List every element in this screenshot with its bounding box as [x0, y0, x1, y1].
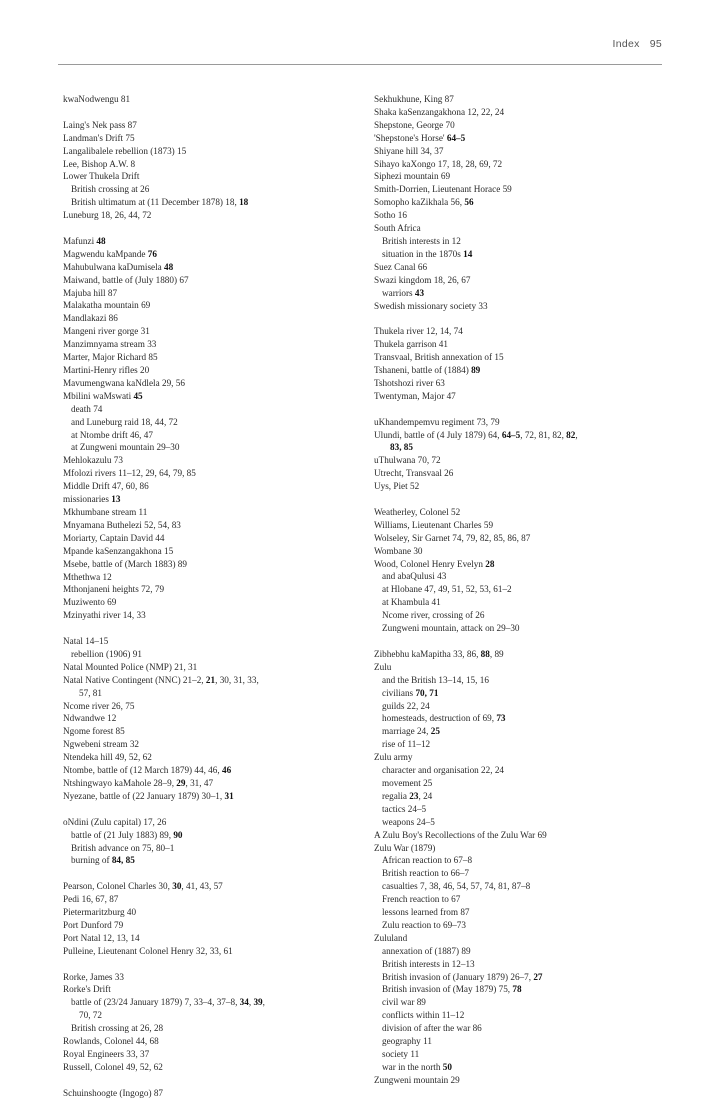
index-entry: A Zulu Boy's Recollections of the Zulu War 69	[374, 829, 547, 840]
index-entry: Ulundi, battle of (4 July 1879) 64, 64–5, 72, 81, 82, 82,	[374, 429, 578, 440]
index-subentry: warriors 43	[382, 287, 425, 298]
index-entry: Ncome river 26, 75	[63, 700, 135, 711]
index-entry: Tshaneni, battle of (1884) 89	[374, 365, 481, 376]
index-entry: oNdini (Zulu capital) 17, 26	[63, 816, 167, 827]
index-entry: Rowlands, Colonel 44, 68	[63, 1036, 159, 1047]
index-entry: Utrecht, Transvaal 26	[374, 468, 454, 479]
entry-gap	[63, 958, 363, 971]
index-entry: Msebe, battle of (March 1883) 89	[63, 558, 187, 569]
index-subentry: British advance on 75, 80–1	[71, 842, 175, 853]
index-entry: Russell, Colonel 49, 52, 62	[63, 1061, 163, 1072]
index-subentry: battle of (23/24 January 1879) 7, 33–4, 37–8, 34, 39,	[71, 997, 265, 1008]
index-subentry: at Khambula 41	[382, 597, 441, 608]
index-subentry: division of after the war 86	[382, 1023, 482, 1034]
index-subentry: homesteads, destruction of 69, 73	[382, 713, 506, 724]
index-entry: Rorke's Drift	[63, 984, 111, 995]
index-subentry: conflicts within 11–12	[382, 1010, 465, 1021]
index-entry: Mahubulwana kaDumisela 48	[63, 261, 174, 272]
index-entry: Lower Thukela Drift	[63, 171, 140, 182]
index-subentry: British interests in 12–13	[382, 958, 475, 969]
index-entry: Ntombe, battle of (12 March 1879) 44, 46, 46	[63, 765, 232, 776]
index-entry: Sihayo kaXongo 17, 18, 28, 69, 72	[374, 158, 503, 169]
index-subentry: Zungweni mountain, attack on 29–30	[382, 623, 520, 634]
index-entry: Nyezane, battle of (22 January 1879) 30–1, 31	[63, 790, 234, 801]
index-subentry: weapons 24–5	[382, 816, 435, 827]
index-entry: Sekhukhune, King 87	[374, 94, 454, 104]
entry-gap	[374, 635, 674, 648]
index-subentry: geography 11	[382, 1036, 432, 1047]
index-entry: Transvaal, British annexation of 15	[374, 352, 504, 363]
index-column-right	[374, 93, 674, 1087]
header-rule	[58, 64, 662, 65]
section-title: Index	[612, 38, 640, 50]
index-entry: Landman's Drift 75	[63, 132, 135, 143]
running-header	[603, 38, 662, 50]
index-subentry: character and organisation 22, 24	[382, 765, 505, 776]
index-subentry: and Luneburg raid 18, 44, 72	[71, 416, 178, 427]
index-entry: Swazi kingdom 18, 26, 67	[374, 274, 471, 285]
index-entry: Natal Native Contingent (NNC) 21–2, 21, 30, 31, 33,	[63, 674, 259, 685]
index-subentry: British crossing at 26	[71, 184, 150, 195]
index-subentry: regalia 23, 24	[382, 790, 433, 801]
index-entry: Wombane 30	[374, 545, 423, 556]
index-subentry: casualties 7, 38, 46, 54, 57, 74, 81, 87–8	[382, 881, 531, 892]
index-entry: Magwendu kaMpande 76	[63, 248, 157, 259]
index-subentry: French reaction to 67	[382, 894, 461, 905]
index-entry: Luneburg 18, 26, 44, 72	[63, 210, 152, 221]
index-entry: Schuinshoogte (Ingogo) 87	[63, 1087, 164, 1098]
index-subentry: tactics 24–5	[382, 803, 427, 814]
index-subentry: rebellion (1906) 91	[71, 648, 142, 659]
index-subentry: 83, 85	[390, 442, 413, 453]
index-entry: Mavumengwana kaNdlela 29, 56	[63, 377, 185, 388]
index-subentry: at Ntombe drift 46, 47	[71, 429, 153, 440]
index-entry: Smith-Dorrien, Lieutenant Horace 59	[374, 184, 512, 195]
entry-gap	[374, 312, 674, 325]
index-entry: uThulwana 70, 72	[374, 455, 441, 466]
index-entry: Rorke, James 33	[63, 971, 124, 982]
entry-gap	[63, 1074, 363, 1087]
index-subentry: Ncome river, crossing of 26	[382, 610, 485, 621]
index-subentry: annexation of (1887) 89	[382, 945, 471, 956]
index-entry: Thukela garrison 41	[374, 339, 448, 350]
index-subentry: marriage 24, 25	[382, 726, 440, 737]
entry-gap	[63, 803, 363, 816]
index-entry: Laing's Nek pass 87	[63, 119, 137, 130]
index-entry: South Africa	[374, 223, 421, 234]
index-subentry: 57, 81	[79, 687, 102, 698]
index-entry: Ntshingwayo kaMahole 28–9, 29, 31, 47	[63, 777, 214, 788]
index-subentry: and the British 13–14, 15, 16	[382, 674, 489, 685]
page-number: 95	[649, 38, 662, 50]
index-entry: Ngwebeni stream 32	[63, 739, 140, 750]
index-entry: missionaries 13	[63, 494, 121, 505]
index-entry: Mpande kaSenzangakhona 15	[63, 545, 174, 556]
index-subentry: society 11	[382, 1049, 420, 1059]
index-subentry: African reaction to 67–8	[382, 855, 473, 866]
index-entry: Ndwandwe 12	[63, 713, 117, 724]
index-subentry: guilds 22, 24	[382, 700, 430, 711]
entry-gap	[63, 867, 363, 880]
index-entry: Ntendeka hill 49, 52, 62	[63, 752, 152, 763]
index-entry: Williams, Lieutenant Charles 59	[374, 519, 494, 530]
index-entry: Muziwento 69	[63, 597, 117, 608]
index-subentry: British invasion of (January 1879) 26–7, 27	[382, 971, 543, 982]
index-entry: Mnyamana Buthelezi 52, 54, 83	[63, 519, 181, 530]
index-entry: Thukela river 12, 14, 74	[374, 326, 463, 337]
index-entry: Wolseley, Sir Garnet 74, 79, 82, 85, 86, 87	[374, 532, 531, 543]
index-entry: Mfolozi rivers 11–12, 29, 64, 79, 85	[63, 468, 196, 479]
index-entry: Sotho 16	[374, 210, 407, 221]
index-entry: Somopho kaZikhala 56, 56	[374, 197, 474, 208]
index-entry: Port Natal 12, 13, 14	[63, 932, 140, 943]
index-entry: Lee, Bishop A.W. 8	[63, 158, 136, 169]
index-entry: Martini-Henry rifles 20	[63, 365, 150, 375]
index-entry: Swedish missionary society 33	[374, 300, 488, 311]
index-entry: Mafunzi 48	[63, 235, 106, 246]
index-entry: Uys, Piet 52	[374, 481, 420, 492]
index-subentry: British reaction to 66–7	[382, 868, 470, 879]
index-entry: Zulu War (1879)	[374, 842, 436, 853]
index-entry: Zulu	[374, 661, 392, 672]
index-subentry: war in the north 50	[382, 1061, 452, 1072]
index-entry: Ngome forest 85	[63, 726, 125, 737]
index-subentry: British invasion of (May 1879) 75, 78	[382, 984, 522, 995]
entry-gap	[374, 403, 674, 416]
index-entry: Weatherley, Colonel 52	[374, 506, 461, 517]
index-entry: Zululand	[374, 932, 408, 943]
index-entry: Pedi 16, 67, 87	[63, 894, 119, 905]
index-subentry: at Hlobane 47, 49, 51, 52, 53, 61–2	[382, 584, 512, 595]
index-entry: Mandlakazi 86	[63, 313, 118, 324]
index-entry: Mehlokazulu 73	[63, 455, 123, 466]
index-subentry: rise of 11–12	[382, 739, 431, 750]
index-entry: Middle Drift 47, 60, 86	[63, 481, 149, 492]
index-entry: Mbilini waMswati 45	[63, 390, 143, 401]
index-entry: Natal Mounted Police (NMP) 21, 31	[63, 661, 198, 672]
index-subentry: British ultimatum at (11 December 1878) 18, 18	[71, 197, 249, 208]
index-subentry: at Zungweni mountain 29–30	[71, 442, 180, 453]
index-entry: uKhandempemvu regiment 73, 79	[374, 416, 500, 427]
index-entry: Mthonjaneni heights 72, 79	[63, 584, 165, 595]
index-entry: Zulu army	[374, 752, 413, 763]
index-subentry: lessons learned from 87	[382, 907, 470, 918]
entry-gap	[63, 106, 363, 119]
index-entry: Langalibalele rebellion (1873) 15	[63, 145, 187, 156]
index-entry: 'Shepstone's Horse' 64–5	[374, 132, 466, 143]
index-subentry: situation in the 1870s 14	[382, 248, 473, 259]
index-subentry: battle of (21 July 1883) 89, 90	[71, 829, 183, 840]
index-entry: Tshotshozi river 63	[374, 377, 445, 388]
index-subentry: Zulu reaction to 69–73	[382, 919, 466, 930]
index-entry: Mangeni river gorge 31	[63, 326, 150, 337]
index-entry: Pearson, Colonel Charles 30, 30, 41, 43, 57	[63, 881, 223, 892]
index-entry: Zibhebhu kaMapitha 33, 86, 88, 89	[374, 648, 504, 659]
index-subentry: and abaQulusi 43	[382, 571, 447, 582]
index-entry: Twentyman, Major 47	[374, 390, 456, 401]
index-entry: Shepstone, George 70	[374, 119, 455, 130]
entry-gap	[63, 622, 363, 635]
index-entry: Shaka kaSenzangakhona 12, 22, 24	[374, 106, 505, 117]
index-entry: Mzinyathi river 14, 33	[63, 610, 146, 621]
index-subentry: burning of 84, 85	[71, 855, 135, 866]
index-subentry: civilians 70, 71	[382, 687, 439, 698]
index-entry: Siphezi mountain 69	[374, 171, 451, 182]
index-entry: Manzimnyama stream 33	[63, 339, 157, 350]
index-entry: Natal 14–15	[63, 636, 109, 647]
index-entry: Shiyane hill 34, 37	[374, 145, 444, 156]
index-column-left	[63, 93, 363, 1100]
index-entry: kwaNodwengu 81	[63, 94, 131, 104]
index-entry: Port Dunford 79	[63, 919, 124, 930]
index-subentry: death 74	[71, 403, 103, 414]
index-entry: Pulleine, Lieutenant Colonel Henry 32, 33, 61	[63, 945, 233, 956]
index-entry: Suez Canal 66	[374, 261, 428, 272]
entry-gap	[374, 493, 674, 506]
index-subentry: British interests in 12	[382, 235, 461, 246]
index-entry: Pietermaritzburg 40	[63, 907, 137, 918]
index-entry: Zungweni mountain 29	[374, 1074, 460, 1085]
index-subentry: movement 25	[382, 777, 433, 788]
index-entry: Malakatha mountain 69	[63, 300, 151, 311]
index-entry: Marter, Major Richard 85	[63, 352, 158, 363]
index-subentry: 70, 72	[79, 1010, 102, 1021]
index-entry: Mkhumbane stream 11	[63, 506, 148, 517]
index-entry: Moriarty, Captain David 44	[63, 532, 165, 543]
index-subentry: British crossing at 26, 28	[71, 1023, 164, 1034]
index-entry: Wood, Colonel Henry Evelyn 28	[374, 558, 495, 569]
index-entry: Majuba hill 87	[63, 287, 118, 298]
index-entry: Royal Engineers 33, 37	[63, 1048, 150, 1059]
index-entry: Mthethwa 12	[63, 571, 112, 582]
index-entry: Maiwand, battle of (July 1880) 67	[63, 274, 189, 285]
entry-gap	[63, 222, 363, 235]
index-subentry: civil war 89	[382, 997, 426, 1008]
